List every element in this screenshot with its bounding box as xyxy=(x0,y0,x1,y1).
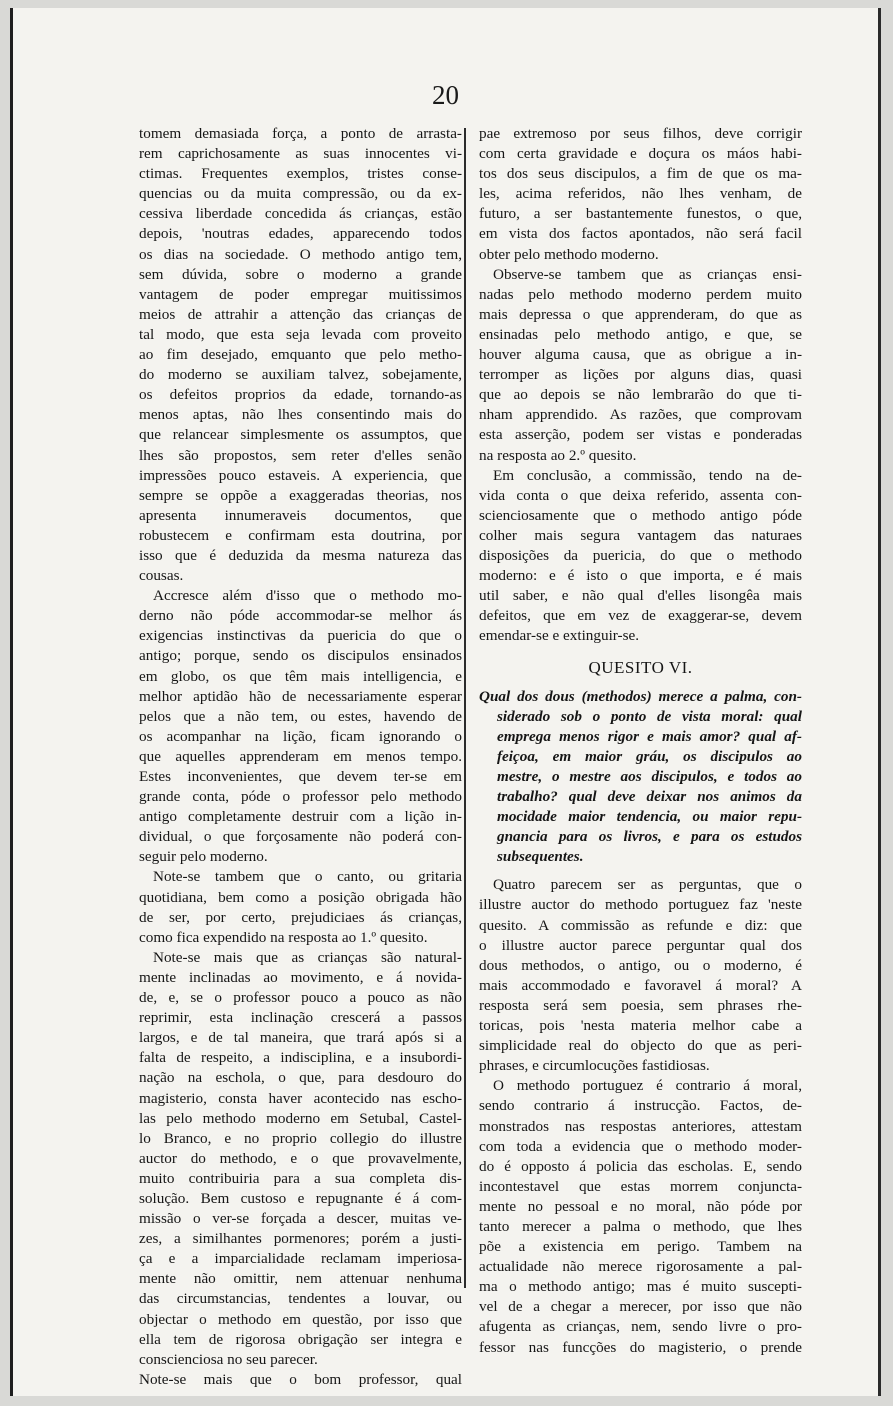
question-line: siderado sob o ponto de vista moral: qual xyxy=(497,707,802,725)
text-line: Note-se mais que o bom professor, qual xyxy=(139,1370,462,1388)
question-line: trabalho? qual deve deixar nos animos da xyxy=(497,788,802,805)
text-line: dous methodos, o antigo, ou o moderno, é xyxy=(479,956,802,974)
text-line: les, acima referidos, não lhes venham, de xyxy=(479,185,802,203)
text-line: tomem demasiada força, a ponto de arrasta- xyxy=(139,125,462,142)
text-line: afugenta as crianças, nem, sendo livre o pro- xyxy=(479,1318,802,1336)
question-spacer xyxy=(479,867,802,875)
text-line: conscienciosa no seu parecer. xyxy=(139,1350,318,1368)
text-line: phrases, e circumlocuções fastidiosas. xyxy=(479,1057,710,1075)
text-line: do é opposto á policia das escholas. E, sendo xyxy=(479,1157,802,1175)
text-line: illustre auctor do methodo portuguez faz 'neste xyxy=(479,896,802,914)
text-line: robustecem e confirmam esta doutrina, por xyxy=(139,526,462,544)
left-column xyxy=(139,124,462,1390)
text-line: O methodo portuguez é contrario á moral, xyxy=(493,1077,802,1095)
text-line: nham apprendido. As razões, que comprovam xyxy=(479,406,802,424)
text-line: mente inclinadas ao movimento, e á novida- xyxy=(139,968,462,986)
text-line: colher mais segura vantagem das naturaes xyxy=(479,526,802,544)
question-line: gnancia para os livros, e para os estudos xyxy=(497,828,802,846)
text-line: terromper as lições por alguns dias, quasi xyxy=(479,366,802,384)
text-line: Note-se tambem que o canto, ou gritaria xyxy=(153,868,462,886)
text-line: simplicidade real do objecto do que as peri- xyxy=(479,1037,802,1055)
text-line: mais depressa o que apprenderam, do que as xyxy=(479,305,802,323)
text-line: Observe-se tambem que as crianças ensi- xyxy=(493,265,802,283)
text-line: esta asserção, podem ser vistas e ponderadas xyxy=(479,426,802,444)
question-line: emprega menos rigor e mais amor? qual af- xyxy=(497,727,802,745)
text-line: com toda a evidencia que o methodo moder- xyxy=(479,1137,802,1155)
right-column xyxy=(479,124,802,1358)
text-line: ao fim desejado, emquanto que pelo metho- xyxy=(139,346,462,364)
text-line: Quatro parecem ser as perguntas, que o xyxy=(493,876,802,894)
text-line: Note-se mais que as crianças são natural- xyxy=(153,948,462,966)
text-line: os dias na sociedade. O methodo antigo tem, xyxy=(139,245,462,263)
text-line: como fica expendido na resposta ao 1.º quesito. xyxy=(139,928,428,946)
text-line: ensinadas pelo methodo antigo, e que, se xyxy=(479,325,802,343)
text-line: incontestavel que estas morrem conjuncta- xyxy=(479,1177,802,1195)
text-line: falta de respeito, a indisciplina, e a insubordi- xyxy=(139,1049,462,1067)
text-line: reprimir, esta inclinação crescerá a passos xyxy=(139,1009,462,1027)
text-line: nadas pelo methodo moderno perdem muito xyxy=(479,285,802,303)
text-line: houver alguma causa, que as obrigue a in- xyxy=(479,346,802,364)
text-line: lhes são propostos, sem reter d'elles senão xyxy=(139,446,462,464)
text-line: cessiva liberdade concedida ás crianças, estão xyxy=(139,205,462,223)
text-line: ella tem de rigorosa obrigação ser integra e xyxy=(139,1330,462,1348)
text-line: solução. Bem custoso e repugnante é á com- xyxy=(139,1189,462,1207)
text-line: põe a existencia em perigo. Tambem na xyxy=(479,1238,802,1256)
text-line: ça e a imparcialidade reclamam imperiosa- xyxy=(139,1250,462,1268)
text-line: pelos que a não tem, ou estes, havendo de xyxy=(139,707,462,725)
page-number: 20 xyxy=(432,80,459,110)
text-line: tanto merecer a palma o methodo, que lhes xyxy=(479,1217,802,1235)
text-line: o illustre auctor parece perguntar qual dos xyxy=(479,936,802,954)
text-line: ctimas. Frequentes exemplos, tristes conse- xyxy=(139,165,462,183)
text-line: largos, e de tal maneira, que trará após si a xyxy=(139,1029,462,1047)
text-line: las pelo methodo moderno em Setubal, Castel- xyxy=(139,1109,462,1127)
text-line: resposta será sem poesia, sem phrases rhe- xyxy=(479,996,802,1014)
text-line: ma o methodo antigo; mas é muito suscepti- xyxy=(479,1278,802,1296)
text-line: depois, 'noutras edades, apparecendo todos xyxy=(139,225,462,243)
text-line: toricas, pois 'nesta materia melhor cabe a xyxy=(479,1017,802,1035)
text-line: muito contribuiria para a sua completa dis- xyxy=(139,1169,462,1187)
text-line: meios de attrahir a attenção das crianças de xyxy=(139,305,462,323)
question-line: mestre, o mestre aos discipulos, e todos ao xyxy=(497,767,802,785)
text-line: exigencias instinctivas da puericia do que o xyxy=(139,627,462,645)
text-line: scienciosamente que o methodo antigo póde xyxy=(479,506,802,524)
text-line: os defeitos proprios da edade, tornando-as xyxy=(139,386,462,404)
text-line: rem caprichosamente as suas innocentes vi- xyxy=(139,145,462,163)
text-line: pae extremoso por seus filhos, deve corrigir xyxy=(479,125,802,142)
text-line: mente no pessoal e no moral, não póde por xyxy=(479,1197,802,1215)
text-line: Estes inconvenientes, que devem ter-se em xyxy=(139,768,462,785)
text-line: em globo, os que têm mais intelligencia, e xyxy=(139,667,462,685)
text-line: moderno: e é isto o que importa, e é mais xyxy=(479,567,802,585)
text-line: objectar o methodo em questão, por isso que xyxy=(139,1310,462,1328)
text-line: tos dos seus discipulos, a fim de que os ma- xyxy=(479,165,802,183)
text-line: disposições da puericia, do que o methodo xyxy=(479,546,802,564)
text-line: de ser, por certo, prejudiciaes ás crianças, xyxy=(139,908,462,926)
text-line: isso que é deduzida da mesma natureza das xyxy=(139,546,462,564)
text-line: Em conclusão, a commissão, tendo na de- xyxy=(493,466,802,484)
text-line: emendar-se e extinguir-se. xyxy=(479,627,640,645)
text-line: antigo; porque, sendo os discipulos ensinados xyxy=(139,647,462,665)
text-line: tal modo, que esta seja levada com proveito xyxy=(139,325,462,343)
text-line: com certa gravidade e doçura os máos habi- xyxy=(479,145,802,163)
page-sheet xyxy=(10,8,881,1396)
text-line: das circumstancias, tendentes a louvar, ou xyxy=(139,1290,462,1308)
text-line: quencias ou da muita compressão, ou da ex- xyxy=(139,185,462,203)
text-line: menos aptas, não lhes consentindo mais do xyxy=(139,406,462,424)
text-line: nação na escholа, o que, para desdouro do xyxy=(139,1069,462,1087)
text-line: derno não póde accommodar-se melhor ás xyxy=(139,607,462,625)
text-line: obter pelo methodo moderno. xyxy=(479,245,659,263)
text-line: monstrados nas respostas anteriores, attestam xyxy=(479,1117,802,1135)
text-line: Accresce além d'isso que o methodo mo- xyxy=(153,587,462,605)
question-line: Qual dos dous (methodos) merece a palma, con- xyxy=(479,687,802,705)
text-line: antigo completamente destruir com a lição in- xyxy=(139,808,462,826)
text-line: na resposta ao 2.º quesito. xyxy=(479,446,637,464)
text-line: sendo contrario á instrucção. Factos, de- xyxy=(479,1097,802,1115)
text-line: os acompanhar na lição, ficam ignorando o xyxy=(139,727,462,745)
text-line: vida conta o que deixa referido, assenta con- xyxy=(479,486,802,504)
text-line: em vista dos factos apontados, não será facil xyxy=(479,225,802,243)
text-line: magisterio, consta haver acontecido nas escho- xyxy=(139,1089,462,1107)
text-line: util saber, e não qual d'elles lisongêa mais xyxy=(479,587,802,605)
question-line: mocidade maior tendencia, ou maior repu- xyxy=(497,808,802,826)
text-line: seguir pelo moderno. xyxy=(139,848,268,866)
text-line: apresenta innumeraveis documentos, que xyxy=(139,506,462,524)
text-line: lo Branco, e no proprio collegio do illustre xyxy=(139,1129,462,1147)
question-line: feiçoa, em maior gráu, os discipulos ao xyxy=(497,747,802,765)
text-line: quesito. A commissão as refunde e diz: que xyxy=(479,916,802,934)
text-line: actualidade não merece rigorosamente a pal- xyxy=(479,1258,802,1276)
text-line: melhor aptidão hão de necessariamente esperar xyxy=(139,687,462,705)
text-line: mente não omittir, nem attenuar nenhuma xyxy=(139,1270,462,1288)
text-line: quotidiana, bem como a posição obrigada hão xyxy=(139,888,462,906)
text-line: vantagem de poder empregar muitissimos xyxy=(139,285,462,303)
text-line: vel de a chegar a merecer, por isso que não xyxy=(479,1298,802,1316)
text-line: futuro, a ser bastantemente funestos, o que, xyxy=(479,205,802,223)
text-line: cousas. xyxy=(139,567,184,585)
text-line: defeitos, que em vez de exaggerar-se, devem xyxy=(479,607,802,625)
text-line: missão o ver-se forçada a descer, muitas ve- xyxy=(139,1210,462,1228)
text-line: que aquelles apprenderam em menos tempo. xyxy=(139,747,462,765)
text-line: mais accommodado e favoravel á moral? A xyxy=(479,976,802,994)
text-line: fessor nas funcções do magisterio, o prende xyxy=(479,1338,802,1356)
text-line: impressões pouco estaveis. A experiencia, que xyxy=(139,466,462,484)
text-line: sem dúvida, sobre o moderno a grande xyxy=(139,265,462,283)
text-line: zes, a similhantes pormenores; porém a justi- xyxy=(139,1230,462,1248)
column-divider xyxy=(464,128,466,1288)
text-line: sempre se oppõe a exaggeradas theorias, nos xyxy=(139,486,462,504)
text-line: que relancear simplesmente os assumptos, que xyxy=(139,426,462,444)
quesito-heading: QUESITO VI. xyxy=(588,658,693,678)
text-line: que ao depois se não lembrarão do que ti- xyxy=(479,386,802,404)
text-line: auctor do methodo, e o que provavelmente, xyxy=(139,1149,462,1167)
question-line: subsequentes. xyxy=(497,848,584,866)
text-line: do moderno se auxiliam talvez, sobejamente, xyxy=(139,366,462,384)
text-line: dividual, o que forçosamente não poderá con- xyxy=(139,828,462,846)
text-line: grande conta, póde o professor pelo methodo xyxy=(139,788,462,806)
text-line: de, e, se o professor pouco a pouco as não xyxy=(139,989,462,1007)
